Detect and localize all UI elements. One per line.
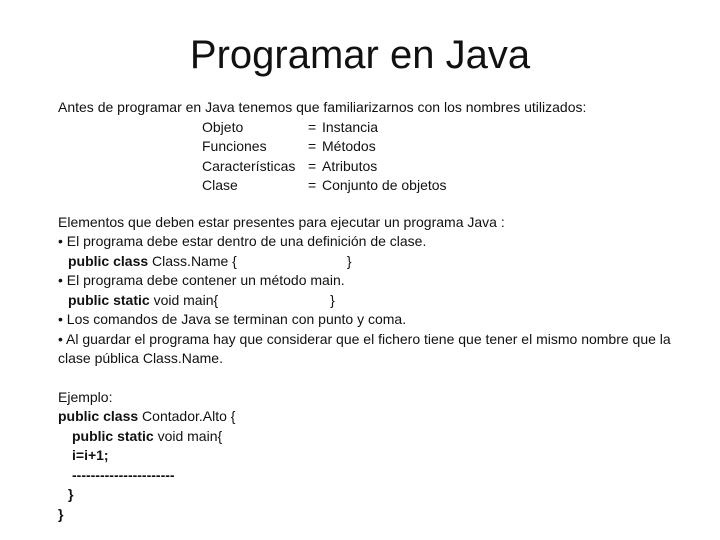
example-increment-line — [58, 446, 698, 466]
code-text: void main{ — [149, 291, 219, 308]
code-close-brace: } — [330, 291, 335, 308]
code-dashes: ---------------------- — [72, 466, 175, 483]
terms-table — [202, 118, 698, 196]
term-meaning-instancia: Instancia — [322, 118, 379, 135]
code-keyword: public class — [68, 252, 149, 269]
example-outer-close — [58, 505, 698, 525]
term-clase: Clase — [202, 177, 238, 193]
intro-text: Antes de programar en Java tenemos que familiarizarnos con los nombres utilizados: — [58, 99, 587, 115]
spacer — [58, 196, 698, 213]
code-text: void main{ — [153, 427, 223, 444]
code-close-brace: } — [68, 486, 74, 502]
code-close-brace: } — [58, 505, 64, 522]
bullet-semicolon: • Los comandos de Java se terminan con punto y coma. — [58, 311, 407, 327]
term-objeto: Objeto — [202, 118, 244, 135]
slide-title: Programar en Java — [189, 33, 531, 77]
bullet-class-definition: • El programa debe estar dentro de una definición de clase. — [58, 233, 427, 249]
code-keyword: public class — [58, 408, 139, 424]
slide-content — [58, 98, 698, 524]
term-caracteristicas: Características — [202, 157, 296, 174]
example-label: Ejemplo: — [58, 388, 113, 405]
term-equals: = — [308, 138, 317, 154]
term-funciones: Funciones — [202, 138, 267, 154]
code-keyword: public static — [72, 427, 154, 444]
term-meaning-conjunto: Conjunto de objetos — [322, 177, 447, 193]
elements-heading: Elementos que deben estar presentes para ejecutar un programa Java : — [58, 213, 505, 230]
code-class-declaration — [58, 252, 698, 272]
code-close-brace: } — [346, 252, 352, 269]
term-equals: = — [308, 118, 317, 135]
bullet-filename: • Al guardar el programa hay que considerar que el fichero tiene que tener el mismo nombre que la clase pública Class.Name. — [58, 330, 671, 366]
spacer — [58, 369, 698, 388]
example-inner-close — [58, 485, 698, 505]
term-meaning-metodos: Métodos — [322, 138, 376, 154]
code-keyword: public static — [68, 291, 150, 308]
code-text: Contador.Alto { — [138, 408, 236, 424]
term-meaning-atributos: Atributos — [322, 157, 378, 174]
code-statement: i=i+1; — [72, 447, 109, 463]
code-text: Class.Name { — [148, 252, 237, 269]
bullet-main-method: • El programa debe contener un método main. — [58, 272, 345, 288]
example-main-line — [58, 427, 698, 447]
example-dash-line — [58, 466, 698, 486]
term-equals: = — [308, 157, 317, 174]
example-class-line — [58, 407, 698, 427]
code-main-declaration — [58, 291, 698, 311]
term-equals: = — [308, 177, 317, 193]
